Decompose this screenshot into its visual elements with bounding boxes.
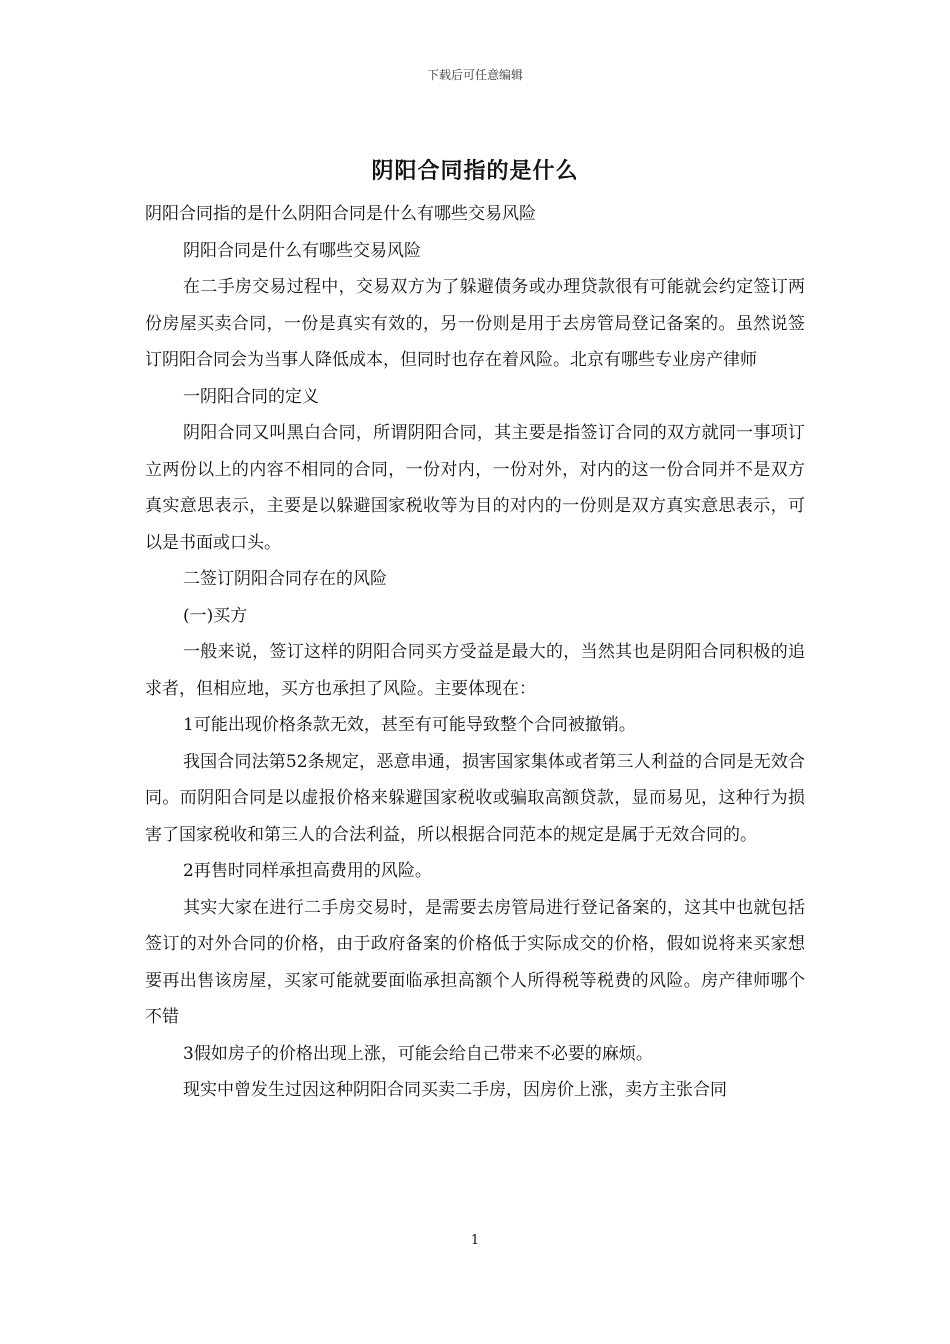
list-item: 2再售时同样承担高费用的风险。 [183,861,432,881]
list-item: 3假如房子的价格出现上涨，可能会给自己带来不必要的麻烦。 [183,1043,653,1064]
paragraph: 阴阳合同指的是什么阴阳合同是什么有哪些交易风险 [145,204,536,224]
paragraph: 现实中曾发生过因这种阴阳合同买卖二手房，因房价上涨，卖方主张合同 [183,1080,727,1100]
section-heading: 二签订阴阳合同存在的风险 [183,569,387,589]
page-number: 1 [470,1233,480,1248]
list-item: 1可能出现价格条款无效，甚至有可能导致整个合同被撤销。 [183,715,636,735]
section-heading: 一阴阳合同的定义 [183,386,319,407]
page-header-note: 下载后可任意编辑 [426,68,523,82]
paragraph: 我国合同法第52条规定，恶意串通，损害国家集体或者第三人利益的合同是无效合同。而阴阳合同是以虚报价格来躲避国家税收或骗取高额贷款，显而易见，这种行为损害了国家税收和第三人的合法利益，所以根据合同范本的规定是属于无效合同的。 [145,751,805,845]
paragraph: 其实大家在进行二手房交易时，是需要去房管局进行登记备案的，这其中也就包括签订的对外合同的价格，由于政府备案的价格低于实际成交的价格，假如说将来买家想要再出售该房屋，买家可能就要面临承担高额个人所得税等税费的风险。房产律师哪个不错 [145,897,805,1027]
paragraph: 阴阳合同又叫黑白合同，所谓阴阳合同，其主要是指签订合同的双方就同一事项订立两份以上的内容不相同的合同，一份对内，一份对外，对内的这一份合同并不是双方真实意思表示，主要是以躲避国家税收等为目的对内的一份则是双方真实意思表示，可以是书面或口头。 [145,423,805,553]
document-body [145,196,805,1109]
paragraph: 一般来说，签订这样的阴阳合同买方受益是最大的，当然其也是阴阳合同积极的追求者，但相应地，买方也承担了风险。主要体现在： [145,642,805,699]
paragraph: 在二手房交易过程中，交易双方为了躲避债务或办理贷款很有可能就会约定签订两份房屋买卖合同，一份是真实有效的，另一份则是用于去房管局登记备案的。虽然说签订阴阳合同会为当事人降低成本，但同时也存在着风险。北京有哪些专业房产律师 [145,277,805,370]
paragraph: 阴阳合同是什么有哪些交易风险 [183,240,421,261]
subsection-heading: (一)买方 [183,605,248,626]
document-title: 阴阳合同指的是什么 [371,158,579,184]
